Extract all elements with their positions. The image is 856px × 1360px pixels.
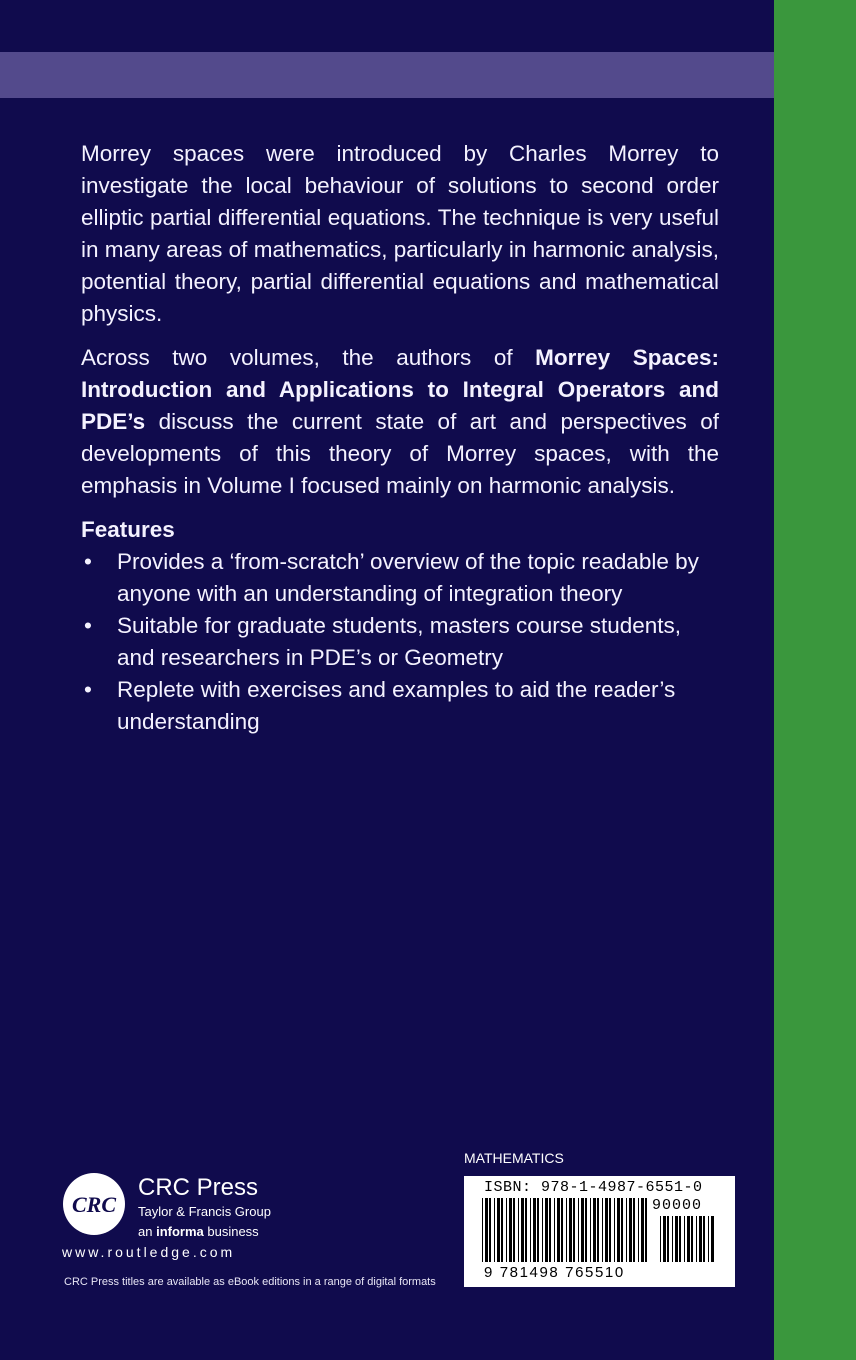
barcode-bar (691, 1216, 693, 1262)
barcode-bar (660, 1216, 661, 1262)
informa-suffix: business (203, 1224, 259, 1239)
barcode-bar (633, 1198, 635, 1262)
barcode-bar (626, 1198, 627, 1262)
intro-paragraph: Morrey spaces were introduced by Charles Morrey to investigate the local behaviour of solutions to second order elliptic partial differential equations. The technique is very useful in many areas of mathematics, particularly in harmonic analysis, potential theory, partial differential equations and mathematical physics. (81, 141, 719, 326)
barcode-bar (545, 1198, 548, 1262)
barcode-bar (521, 1198, 524, 1262)
barcode-bar (569, 1198, 572, 1262)
barcode-bar (509, 1198, 512, 1262)
barcode-bar (708, 1216, 709, 1262)
top-band (0, 52, 774, 98)
publisher-name: CRC Press (138, 1174, 259, 1201)
barcode-bar (549, 1198, 551, 1262)
barcode-bar (593, 1198, 596, 1262)
barcode-bar (530, 1198, 531, 1262)
barcode-bar (482, 1198, 483, 1262)
feature-item (81, 674, 719, 738)
barcode-bar (561, 1198, 563, 1262)
barcode-bar (687, 1216, 690, 1262)
feature-item (81, 546, 719, 610)
barcode-bar (602, 1198, 603, 1262)
barcode-bar (494, 1198, 495, 1262)
publisher-informa (138, 1224, 259, 1240)
barcode-bar (605, 1198, 608, 1262)
barcode-bar (554, 1198, 555, 1262)
barcode-bar (609, 1198, 611, 1262)
back-cover-text (81, 138, 719, 738)
ean-barcode (482, 1198, 648, 1262)
barcode-bar (672, 1216, 673, 1262)
barcode-bar (597, 1198, 599, 1262)
barcode-bar (679, 1216, 681, 1262)
volumes-rest: discuss the current state of art and perspectives of developments of this theory of Morrey spaces, with the emphasis in Volume I focused mainly on harmonic analysis. (81, 409, 719, 498)
barcode-bar (566, 1198, 567, 1262)
bullet-icon: • (84, 549, 92, 574)
informa-bold: informa (156, 1224, 204, 1239)
barcode-bar (638, 1198, 639, 1262)
barcode-bar (711, 1216, 714, 1262)
bullet-icon: • (84, 613, 92, 638)
isbn-text: ISBN: 978-1-4987-6551-0 (484, 1179, 703, 1196)
barcode-bar (497, 1198, 500, 1262)
feature-text: Provides a ‘from-scratch’ overview of the topic readable by anyone with an understanding of integration theory (117, 549, 699, 606)
barcode-bar (696, 1216, 697, 1262)
barcode-bar (684, 1216, 685, 1262)
barcode-bar (629, 1198, 632, 1262)
feature-text: Replete with exercises and examples to aid the reader’s understanding (117, 677, 676, 734)
barcode-bar (573, 1198, 575, 1262)
barcode-bar (485, 1198, 488, 1262)
ean-digits: 9 781498 765510 (484, 1264, 625, 1281)
barcode-bar (585, 1198, 587, 1262)
feature-item (81, 610, 719, 674)
book-title: Morrey Spaces: Introduction and Applications to Integral Operators and PDE’s (81, 345, 719, 434)
barcode-bar (675, 1216, 678, 1262)
barcode-panel (464, 1176, 735, 1287)
price-barcode (660, 1216, 716, 1262)
barcode-bar (641, 1198, 644, 1262)
features-list (81, 546, 719, 738)
ebook-note: CRC Press titles are available as eBook editions in a range of digital formats (64, 1276, 436, 1288)
subject-category: MATHEMATICS (464, 1150, 564, 1166)
barcode-bar (667, 1216, 669, 1262)
publisher-group: Taylor & Francis Group (138, 1204, 271, 1219)
volumes-paragraph (81, 342, 719, 502)
barcode-bar (513, 1198, 515, 1262)
barcode-bar (663, 1216, 666, 1262)
barcode-bar (614, 1198, 615, 1262)
bullet-icon: • (84, 677, 92, 702)
barcode-bar (533, 1198, 536, 1262)
barcode-bar (581, 1198, 584, 1262)
features-heading: Features (81, 517, 175, 542)
barcode-bar (518, 1198, 519, 1262)
barcode-bar (525, 1198, 527, 1262)
barcode-bar (590, 1198, 591, 1262)
informa-prefix: an (138, 1224, 157, 1239)
spine-stripe (774, 0, 856, 1360)
volumes-lead: Across two volumes, the authors of (81, 345, 536, 370)
barcode-bar (501, 1198, 503, 1262)
barcode-bar (557, 1198, 560, 1262)
price-code: 90000 (652, 1197, 703, 1214)
barcode-bar (578, 1198, 579, 1262)
barcode-bar (621, 1198, 623, 1262)
feature-text: Suitable for graduate students, masters course students, and researchers in PDE’s or Geometry (117, 613, 682, 670)
crc-logo-text: CRC (71, 1192, 117, 1217)
barcode-bar (645, 1198, 647, 1262)
publisher-website: www.routledge.com (62, 1244, 236, 1260)
crc-logo-icon (62, 1172, 126, 1236)
barcode-bar (537, 1198, 539, 1262)
barcode-bar (699, 1216, 702, 1262)
barcode-bar (489, 1198, 491, 1262)
barcode-bar (542, 1198, 543, 1262)
barcode-bar (703, 1216, 705, 1262)
barcode-bar (506, 1198, 507, 1262)
barcode-bar (617, 1198, 620, 1262)
